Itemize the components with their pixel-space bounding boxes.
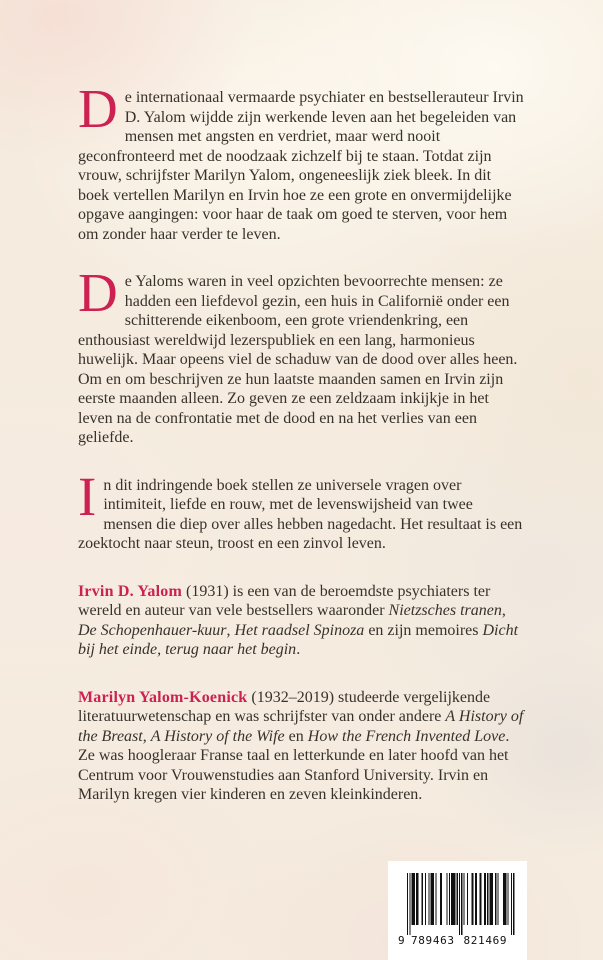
- author-name: Irvin D. Yalom: [78, 582, 182, 600]
- paragraph-text: e internationaal vermaarde psychiater en bestsellerauteur Irvin D. Yalom wijdde zijn werkende leven aan het begeleiden van mensen met angsten en verdriet, maar werd nooit geconfronteerd met de noodzaak zichzelf bij te staan. Totdat zijn vrouw, schrijfster Marilyn Yalom, ongeneeslijk ziek bleek. In dit boek vertellen Marilyn en Irvin hoe ze een grote en onvermijdelijke opgave aangingen: voor haar de taak om goed te sterven, voor hem om zonder haar verder te leven.: [78, 89, 524, 243]
- bio-text: . Ze was hoogleraar Franse taal en letterkunde en later hoofd van het Centrum voor Vrouwenstudies aan Stanford University. Irvin en Marilyn kregen vier kinderen en zeven kleinkinderen.: [78, 727, 510, 803]
- barcode-digit-first: 9: [398, 934, 405, 947]
- bio-text: (1932–2019) studeerde vergelijkende literatuurwetenschap en was schrijfster van onder andere: [78, 688, 491, 725]
- book-title: Nietzsches tranen: [388, 602, 502, 619]
- bio-text: (1931) is een van de beroemdste psychiaters ter wereld en auteur van vele bestsellers waaronder: [78, 582, 491, 619]
- back-cover-text: [78, 78, 524, 833]
- book-title: Het raadsel Spinoza: [234, 621, 365, 639]
- barcode-digits-right: 821469: [463, 934, 507, 947]
- bio-text: ,: [142, 727, 151, 745]
- blurb-paragraph-2: [78, 262, 524, 448]
- paragraph-text: n dit indringende boek stellen ze universele vragen over intimiteit, liefde en rouw, met de levenswijsheid van twee mensen die diep over alles hebben nagedacht. Het resultaat is een zoektocht naar steun, troost en een zinvol leven.: [78, 476, 523, 552]
- dropcap-letter: I: [78, 465, 97, 527]
- book-title: De Schopenhauer-kuur: [78, 621, 227, 639]
- bio-text: ,: [501, 602, 506, 619]
- book-title: How the French Invented Love: [307, 727, 506, 745]
- book-title: A History of the Breast: [78, 708, 524, 745]
- blurb-paragraph-1: [78, 78, 524, 244]
- dropcap-letter: D: [78, 78, 118, 139]
- dropcap-letter: D: [78, 262, 118, 323]
- bio-text: ,: [226, 621, 235, 639]
- bio-text: .: [296, 641, 301, 658]
- paragraph-text: e Yaloms waren in veel opzichten bevoorrechte mensen: ze hadden een liefdevol gezin, een huis in Californië onder een schitterende eikenboom, een grote vriendenkring, een enthousiast wereldwijd lezerspubliek en een lang, harmonieus huwelijk. Maar opeens viel de schaduw van de dood over alles heen. Om en om beschrijven ze hun laatste maanden samen en Irvin zijn eerste maanden alleen. Zo geven ze een zeldzaam inkijkje in het leven na de confrontatie met de dood en na het verlies van een geliefde.: [78, 273, 518, 446]
- author-bio-marilyn: [78, 688, 524, 805]
- barcode-digits-left: 789463: [411, 934, 454, 947]
- blurb-paragraph-3: [78, 465, 524, 554]
- barcode-bars: [397, 873, 519, 947]
- bio-text: en zijn memoires: [364, 621, 483, 639]
- author-bio-irvin: [78, 582, 524, 660]
- bio-text: en: [284, 727, 308, 745]
- book-title: Dicht bij het einde, terug naar het begin: [78, 621, 519, 658]
- book-title: A History of the Wife: [150, 727, 285, 745]
- author-name: Marilyn Yalom-Koenick: [78, 688, 248, 706]
- isbn-barcode: [388, 861, 527, 960]
- author-bios: [78, 582, 524, 805]
